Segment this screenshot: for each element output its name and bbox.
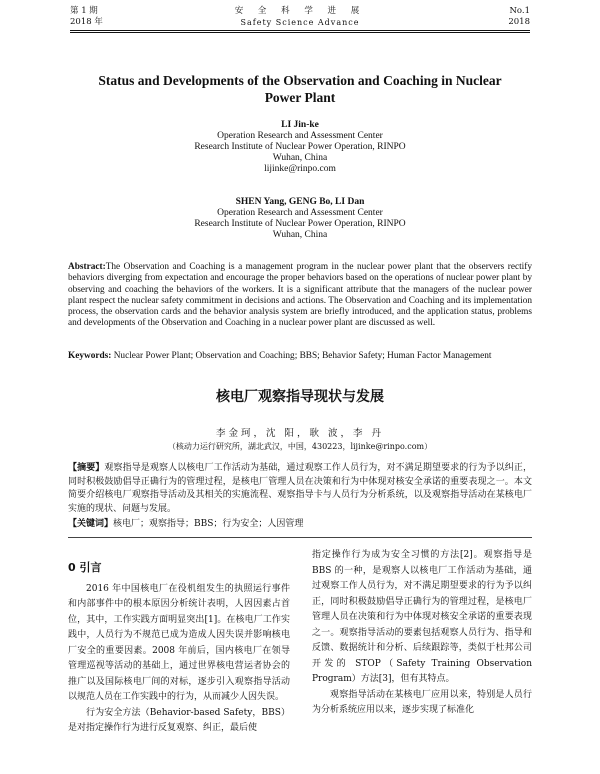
section-heading: 0 引言	[68, 561, 102, 574]
body-column-right	[312, 548, 532, 719]
english-abstract: Abstract:The Observation and Coaching is a management program in the nuclear power plant that the observers rectify behaviors diverging from expectation and encourage the proper behaviors based on the operations of nuclear power plant by observing and coaching the behaviors of the workers. It is a significant attribute that the managers of the nuclear power plant respect the nuclear safety commitment in decisions and actions. The Observation and Coaching and its implementation process, the observation cards and the behavior analysis system are briefly introduced, and the application status, problems and developments of the Observation and Coaching in a nuclear power plant are discussed as well.	[68, 262, 532, 329]
header-number: No.1 2018	[508, 6, 530, 27]
paragraph: 指定操作行为成为安全习惯的方法[2]。观察指导是 BBS 的一种，是观察人以核电厂工作活动为基础，通过观察工作人员行为，对不满足期望要求的行为予以纠正，同时积极鼓励倡导正确行为的管理过程，是核电厂管理人员在决策和行为中体现对核安全承诺的重要表现之一。观察指导活动的要素包括观察人员行为、指导和反馈、数据统计和分析、后续跟踪等，类似于杜邦公司开发的 STOP（Safety Training Observation Program）方法[3]，但有其特点。	[312, 550, 532, 684]
paragraph: 观察指导活动在某核电厂应用以来，特别是人员行为分析系统应用以来，逐步实现了标准化	[312, 689, 532, 715]
chinese-abstract: 【摘要】观察指导是观察人以核电厂工作活动为基础，通过观察工作人员行为，对不满足期望要求的行为予以纠正，同时积极鼓励倡导正确行为的管理过程，是核电厂管理人员在决策和行为中体现对核安全承诺的重要表现之一。本文简要介绍核电厂观察指导活动及其相关的实施流程、观察指导卡与人员行为分析系统，以及观察指导活动在某核电厂实施的现状、问题与发展。	[68, 463, 532, 514]
running-header	[70, 6, 530, 30]
author-names: SHEN Yang, GENG Bo, LI Dan	[235, 197, 365, 207]
paragraph: 行为安全方法（Behavior-based Safety，BBS）是对指定操作行为进行反复观察、纠正，最后使	[68, 707, 290, 733]
section-divider	[68, 537, 532, 538]
author-email: lijinke@rinpo.com	[264, 164, 336, 174]
chinese-affiliation: （核动力运行研究所，湖北武汉，中国，430223，lijinke@rinpo.com）	[167, 442, 433, 451]
header-rule-bottom	[70, 32, 530, 33]
chinese-keywords: 【关键词】核电厂；观察指导；BBS；行为安全；人因管理	[68, 519, 304, 529]
header-issue: 第 1 期 2018 年	[70, 6, 103, 27]
author-name: LI Jin-ke	[281, 120, 319, 130]
header-journal: 安 全 科 学 进 展 Safety Science Advance	[234, 6, 366, 27]
body-column-left	[68, 560, 290, 737]
author-block-1: LI Jin-ke Operation Research and Assessment Center Research Institute of Nuclear Power Operation, RINPO Wuhan, China lijinke@rinpo.com	[100, 120, 500, 175]
chinese-authors: 李金珂，沈 阳，耿 波，李 丹	[215, 428, 385, 439]
english-title: Status and Developments of the Observation and Coaching in Nuclear Power Plant	[98, 73, 502, 105]
english-keywords: Keywords: Nuclear Power Plant; Observation and Coaching; BBS; Behavior Safety; Human Factor Management	[68, 351, 492, 361]
header-rule-top	[70, 30, 530, 31]
chinese-title: 核电厂观察指导现状与发展	[216, 389, 384, 405]
paragraph: 2016 年中国核电厂在役机组发生的执照运行事件和内部事件中的根本原因分析统计表明，人因因素占首位，其中，工作实践方面明显突出[1]。在核电厂工作实践中，人员行为不规范已成为造成人因失误并影响核电厂安全的重要因素。2008 年前后，国内核电厂在领导管理巡视等活动的基础上，通过世界核电营运者协会的推广以及国际核电厂间的对标，逐步引入观察指导活动以规范人员在工作实践中的行为，从而减少人因失误。	[68, 583, 290, 702]
author-block-2: SHEN Yang, GENG Bo, LI Dan Operation Research and Assessment Center Research Institute of Nuclear Power Operation, RINPO Wuhan, China	[100, 197, 500, 241]
